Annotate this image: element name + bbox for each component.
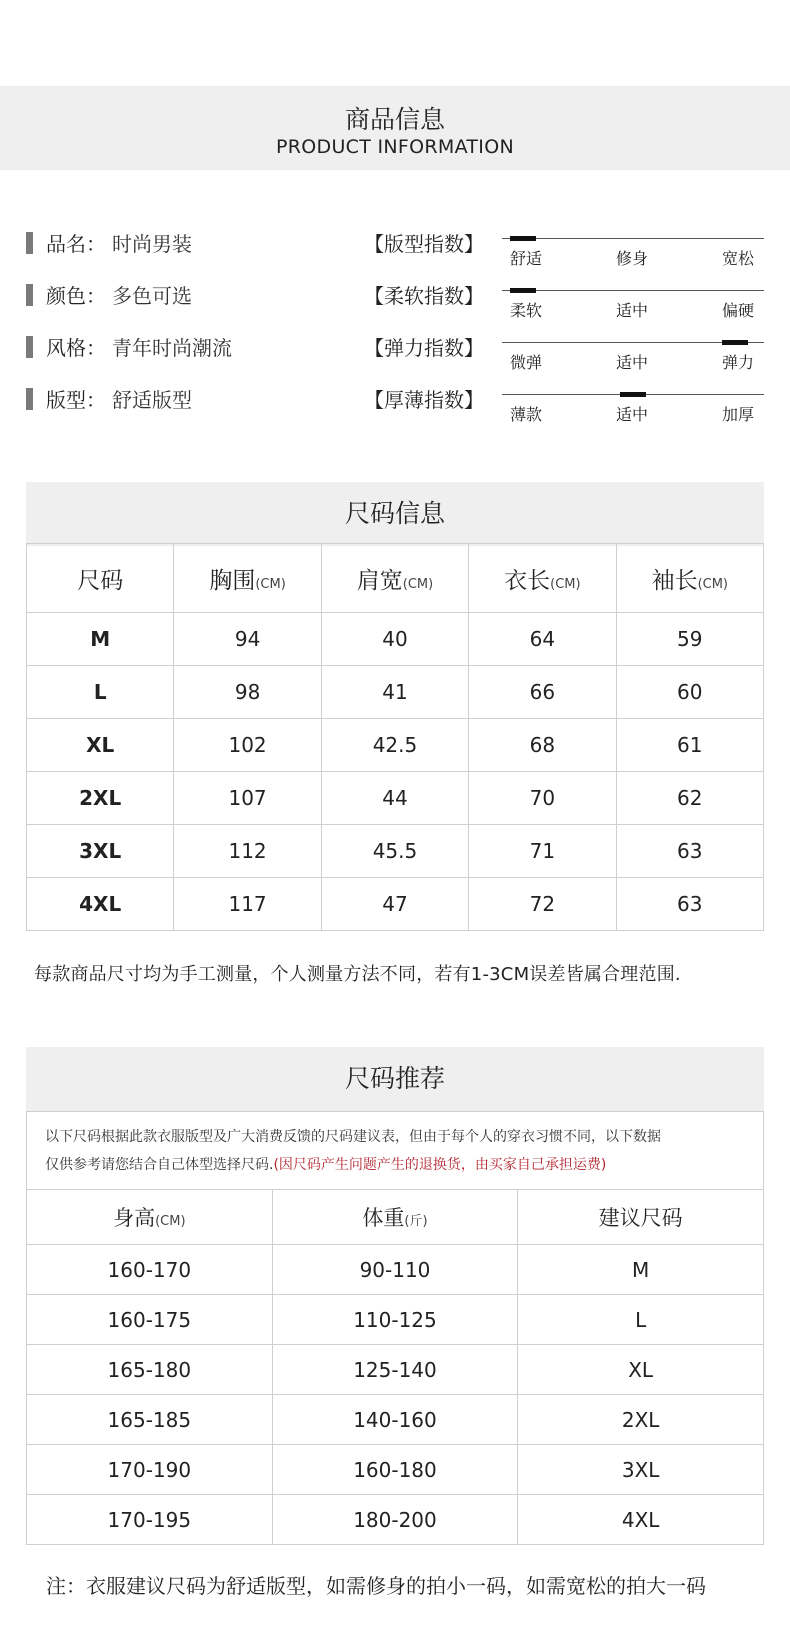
chest-cell: 117 [174,878,321,931]
table-row [27,613,764,666]
scale-option: 适中 [616,405,649,424]
recommended-size-cell: 2XL [518,1395,764,1445]
sleeve-cell: 61 [616,719,763,772]
bullet-bar [26,336,33,358]
info-label: 颜色： [46,284,106,308]
scale-marker [722,340,748,345]
height-cell: 165-180 [27,1345,273,1395]
size-info-table [26,543,764,931]
fit-index-label: 【版型指数】 [364,232,484,256]
column-header-unit: (CM) [155,1214,186,1229]
weight-cell: 90-110 [272,1245,518,1295]
column-header [27,544,174,613]
sleeve-cell: 63 [616,878,763,931]
scale-line [502,238,764,239]
table-row [27,1345,764,1395]
column-header-label: 袖长 [651,567,698,594]
chest-cell: 107 [174,772,321,825]
recommended-size-cell: XL [518,1345,764,1395]
elasticity-index-scale [502,334,764,384]
scale-option: 适中 [616,301,649,320]
table-row [27,1445,764,1495]
table-row [27,825,764,878]
length-cell: 68 [469,719,616,772]
bullet-bar [26,284,33,306]
size-cell: 4XL [27,878,174,931]
sleeve-cell: 59 [616,613,763,666]
column-header-label: 体重 [362,1206,405,1230]
scale-option: 适中 [616,353,649,372]
product-info-title: 商品信息 [344,105,445,134]
description-text: 仅供参考请您结合自己体型选择尺码. [45,1157,274,1173]
info-value: 时尚男装 [112,232,192,256]
table-row [27,1245,764,1295]
scale-option: 柔软 [510,301,543,320]
chest-cell: 94 [174,613,321,666]
height-cell: 165-185 [27,1395,273,1445]
scale-option: 舒适 [510,249,543,268]
info-label: 版型： [46,388,106,412]
size-info-title: 尺码信息 [26,482,764,546]
shoulder-cell: 44 [321,772,468,825]
fit-index-scale [502,230,764,280]
sleeve-cell: 62 [616,772,763,825]
sleeve-cell: 63 [616,825,763,878]
recommended-size-cell: 3XL [518,1445,764,1495]
table-row [27,1495,764,1545]
table-row [27,878,764,931]
thickness-index-label: 【厚薄指数】 [364,388,484,412]
elasticity-index-label: 【弹力指数】 [364,336,484,360]
height-cell: 170-195 [27,1495,273,1545]
column-header [469,544,616,613]
softness-index-label: 【柔软指数】 [364,284,484,308]
scale-line [502,290,764,291]
sleeve-cell: 60 [616,666,763,719]
column-header [27,1190,273,1245]
column-header-unit: (CM) [402,576,434,592]
table-row [27,666,764,719]
shoulder-cell: 45.5 [321,825,468,878]
scale-option: 宽松 [722,249,755,268]
table-row [27,772,764,825]
chest-cell: 102 [174,719,321,772]
scale-option: 偏硬 [722,301,755,320]
size-cell: L [27,666,174,719]
shoulder-cell: 40 [321,613,468,666]
info-value: 舒适版型 [112,388,192,412]
info-label: 品名： [46,232,106,256]
scale-marker [510,288,536,293]
column-header [616,544,763,613]
length-cell: 64 [469,613,616,666]
column-header-unit: (CM) [697,576,728,592]
column-header-unit: (CM) [255,576,286,592]
table-header-row [27,1190,764,1245]
table-header-row [27,544,764,613]
description-line [45,1154,606,1174]
column-header-unit: (CM) [550,576,581,592]
size-recommend-title: 尺码推荐 [26,1047,764,1111]
recommended-size-cell: L [518,1295,764,1345]
weight-cell: 160-180 [272,1445,518,1495]
length-cell: 72 [469,878,616,931]
product-info-header [0,86,790,170]
table-row [27,1395,764,1445]
column-header-unit: (斤) [404,1214,428,1229]
softness-index-scale [502,282,764,332]
column-header [272,1190,518,1245]
shoulder-cell: 47 [321,878,468,931]
scale-option: 微弹 [510,353,543,372]
weight-cell: 125-140 [272,1345,518,1395]
info-label: 风格： [46,336,106,360]
height-cell: 160-170 [27,1245,273,1295]
column-header-label: 胸围 [209,567,256,594]
chest-cell: 112 [174,825,321,878]
size-recommend-table [26,1189,764,1545]
fit-advice-note: 注：衣服建议尺码为舒适版型，如需修身的拍小一码，如需宽松的拍大一码 [46,1574,706,1598]
column-header-label: 衣长 [504,567,551,594]
scale-marker [620,392,646,397]
measurement-note: 每款商品尺寸均为手工测量，个人测量方法不同，若有1-3CM误差皆属合理范围. [34,964,681,985]
length-cell: 70 [469,772,616,825]
info-value: 青年时尚潮流 [112,336,232,360]
recommended-size-cell: M [518,1245,764,1295]
scale-option: 加厚 [722,405,755,424]
scale-marker [510,236,536,241]
length-cell: 66 [469,666,616,719]
column-header [174,544,321,613]
length-cell: 71 [469,825,616,878]
size-cell: 3XL [27,825,174,878]
size-cell: M [27,613,174,666]
column-header [321,544,468,613]
column-header [518,1190,764,1245]
column-header-label: 身高 [113,1206,156,1230]
scale-option: 薄款 [510,405,543,424]
size-recommend-description [26,1111,764,1190]
return-policy-warning: (因尺码产生问题产生的退换货，由买家自己承担运费) [273,1157,607,1173]
column-header-label: 尺码 [77,567,124,594]
scale-option: 弹力 [722,353,755,372]
size-cell: XL [27,719,174,772]
description-line: 以下尺码根据此款衣服版型及广大消费反馈的尺码建议表，但由于每个人的穿衣习惯不同，以下数据 [45,1129,661,1145]
column-header-label: 肩宽 [356,567,403,594]
weight-cell: 140-160 [272,1395,518,1445]
shoulder-cell: 41 [321,666,468,719]
bullet-bar [26,232,33,254]
height-cell: 170-190 [27,1445,273,1495]
bullet-bar [26,388,33,410]
chest-cell: 98 [174,666,321,719]
scale-option: 修身 [616,249,649,268]
height-cell: 160-175 [27,1295,273,1345]
weight-cell: 110-125 [272,1295,518,1345]
table-row [27,719,764,772]
table-row [27,1295,764,1345]
size-cell: 2XL [27,772,174,825]
column-header-label: 建议尺码 [598,1206,683,1230]
thickness-index-scale [502,386,764,436]
shoulder-cell: 42.5 [321,719,468,772]
weight-cell: 180-200 [272,1495,518,1545]
info-value: 多色可选 [112,284,192,308]
recommended-size-cell: 4XL [518,1495,764,1545]
product-info-subtitle: PRODUCT INFORMATION [276,136,514,158]
